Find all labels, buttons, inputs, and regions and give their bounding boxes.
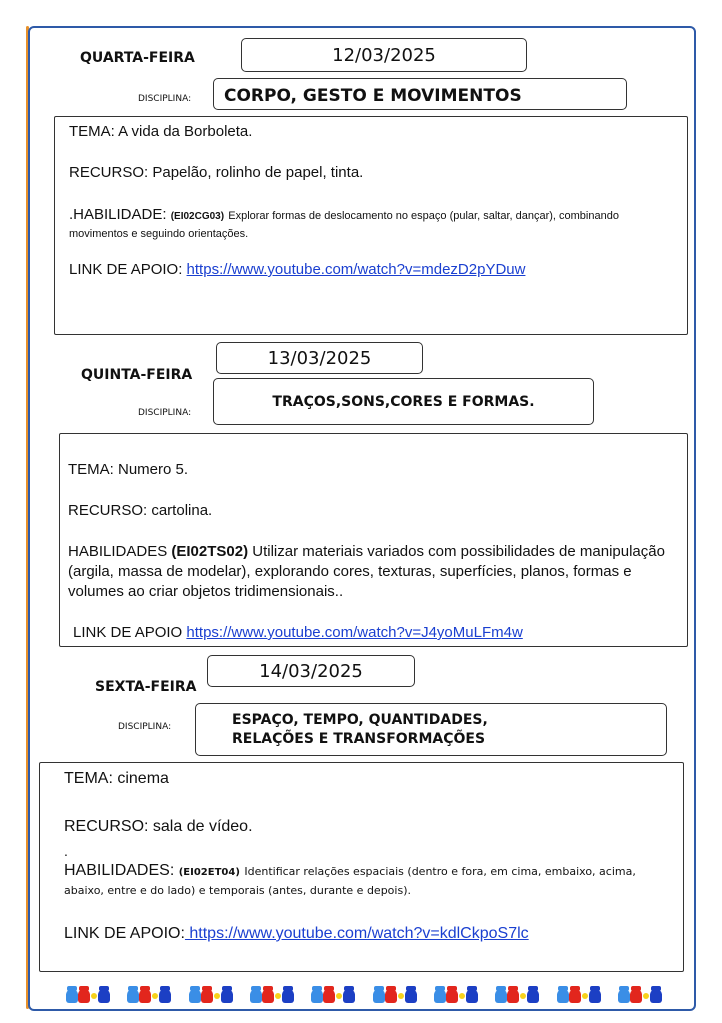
hand-group-icon	[127, 989, 171, 1003]
hand-icon	[343, 989, 355, 1003]
link-label: LINK DE APOIO:	[64, 925, 185, 942]
hand-icon	[385, 989, 397, 1003]
hand-icon	[66, 989, 78, 1003]
hand-icon	[127, 989, 139, 1003]
hands-border-icon	[66, 986, 662, 1006]
smiley-dot-icon	[336, 993, 342, 999]
smiley-dot-icon	[582, 993, 588, 999]
habilidade-label: .HABILIDADE:	[69, 206, 167, 223]
tema-text: TEMA: A vida da Borboleta.	[69, 123, 253, 140]
hand-icon	[589, 989, 601, 1003]
discipline-label: DISCIPLINA:	[118, 722, 172, 732]
lesson-content-box	[54, 116, 688, 335]
hand-group-icon	[311, 989, 355, 1003]
smiley-dot-icon	[275, 993, 281, 999]
date-text: 14/03/2025	[259, 661, 363, 682]
hand-group-icon	[66, 989, 110, 1003]
date-field	[216, 342, 423, 374]
hand-group-icon	[373, 989, 417, 1003]
habilidade-code: (EI02TS02)	[171, 543, 249, 560]
habilidade-code: (EI02CG03)	[170, 211, 225, 222]
hand-icon	[311, 989, 323, 1003]
hand-icon	[495, 989, 507, 1003]
habilidade-code: (EI02ET04)	[178, 867, 240, 878]
habilidade-description: Explorar formas de deslocamento no espaço (pular, saltar, dançar), combinando movimentos e seguindo orientações.	[69, 210, 619, 240]
date-field	[207, 655, 415, 687]
hand-icon	[373, 989, 385, 1003]
smiley-dot-icon	[520, 993, 526, 999]
tema-text: TEMA: Numero 5.	[68, 461, 189, 478]
discipline-text: CORPO, GESTO E MOVIMENTOS	[224, 86, 522, 106]
smiley-dot-icon	[214, 993, 220, 999]
hand-group-icon	[434, 989, 478, 1003]
recurso-text: RECURSO: sala de vídeo.	[64, 818, 253, 835]
habilidade-label: HABILIDADES:	[64, 862, 175, 879]
hand-icon	[630, 989, 642, 1003]
hand-icon	[78, 989, 90, 1003]
hand-icon	[507, 989, 519, 1003]
habilidade-description: Identificar relações espaciais (dentro e fora, em cima, embaixo, acima, abaixo, entre e do lado) e temporais (antes, durante e depois).	[64, 865, 636, 897]
hand-icon	[189, 989, 201, 1003]
hand-group-icon	[557, 989, 601, 1003]
hand-icon	[446, 989, 458, 1003]
hand-icon	[282, 989, 294, 1003]
hand-icon	[527, 989, 539, 1003]
lesson-content-box	[59, 433, 688, 647]
link-row	[69, 261, 525, 278]
hand-icon	[405, 989, 417, 1003]
smiley-dot-icon	[398, 993, 404, 999]
hand-icon	[139, 989, 151, 1003]
habilidade-block	[64, 862, 664, 898]
habilidade-block	[69, 207, 669, 241]
hand-icon	[250, 989, 262, 1003]
hand-icon	[98, 989, 110, 1003]
link-label: LINK DE APOIO	[73, 624, 183, 641]
support-link[interactable]: https://www.youtube.com/watch?v=J4yoMuLFm4w	[186, 624, 523, 641]
smiley-dot-icon	[91, 993, 97, 999]
link-row	[73, 624, 523, 641]
recurso-text: RECURSO: Papelão, rolinho de papel, tinta.	[69, 164, 364, 181]
hand-group-icon	[618, 989, 662, 1003]
day-title: SEXTA-FEIRA	[95, 679, 197, 695]
habilidade-label: HABILIDADES	[68, 543, 168, 560]
date-field	[241, 38, 527, 72]
hand-icon	[466, 989, 478, 1003]
discipline-field	[213, 378, 594, 425]
hand-icon	[262, 989, 274, 1003]
day-title: QUINTA-FEIRA	[81, 367, 193, 383]
discipline-field	[213, 78, 627, 110]
hand-icon	[201, 989, 213, 1003]
recurso-text: RECURSO: cartolina.	[68, 502, 213, 519]
hand-icon	[221, 989, 233, 1003]
discipline-text-line2: RELAÇÕES E TRANSFORMAÇÕES	[232, 731, 486, 747]
hand-icon	[557, 989, 569, 1003]
smiley-dot-icon	[152, 993, 158, 999]
discipline-text-line1: ESPAÇO, TEMPO, QUANTIDADES,	[232, 712, 488, 728]
hand-icon	[159, 989, 171, 1003]
hand-icon	[323, 989, 335, 1003]
day-title: QUARTA-FEIRA	[80, 50, 195, 66]
link-row	[64, 925, 529, 943]
hand-icon	[650, 989, 662, 1003]
hand-icon	[434, 989, 446, 1003]
hand-group-icon	[495, 989, 539, 1003]
support-link[interactable]: https://www.youtube.com/watch?v=mdezD2pYDuw	[186, 261, 526, 278]
discipline-text: TRAÇOS,SONS,CORES E FORMAS.	[272, 394, 535, 410]
discipline-field	[195, 703, 667, 756]
date-text: 13/03/2025	[267, 348, 372, 369]
smiley-dot-icon	[643, 993, 649, 999]
hand-icon	[618, 989, 630, 1003]
tema-text: TEMA: cinema	[64, 770, 169, 787]
date-text: 12/03/2025	[332, 45, 436, 66]
lesson-content-box	[39, 762, 684, 972]
hand-group-icon	[250, 989, 294, 1003]
link-label: LINK DE APOIO:	[69, 261, 183, 278]
habilidade-description: Utilizar materiais variados com possibilidades de manipulação (argila, massa de modelar), explorando cores, texturas, superfícies, planos, formas e volumes ao criar objetos tridimensionais..	[68, 543, 665, 600]
habilidade-block	[68, 542, 672, 602]
stray-dot: .	[64, 843, 68, 859]
hand-group-icon	[189, 989, 233, 1003]
hand-icon	[569, 989, 581, 1003]
discipline-label: DISCIPLINA:	[138, 408, 192, 418]
discipline-label: DISCIPLINA:	[138, 94, 192, 104]
support-link[interactable]: https://www.youtube.com/watch?v=kdlCkpoS7lc	[184, 925, 529, 942]
smiley-dot-icon	[459, 993, 465, 999]
